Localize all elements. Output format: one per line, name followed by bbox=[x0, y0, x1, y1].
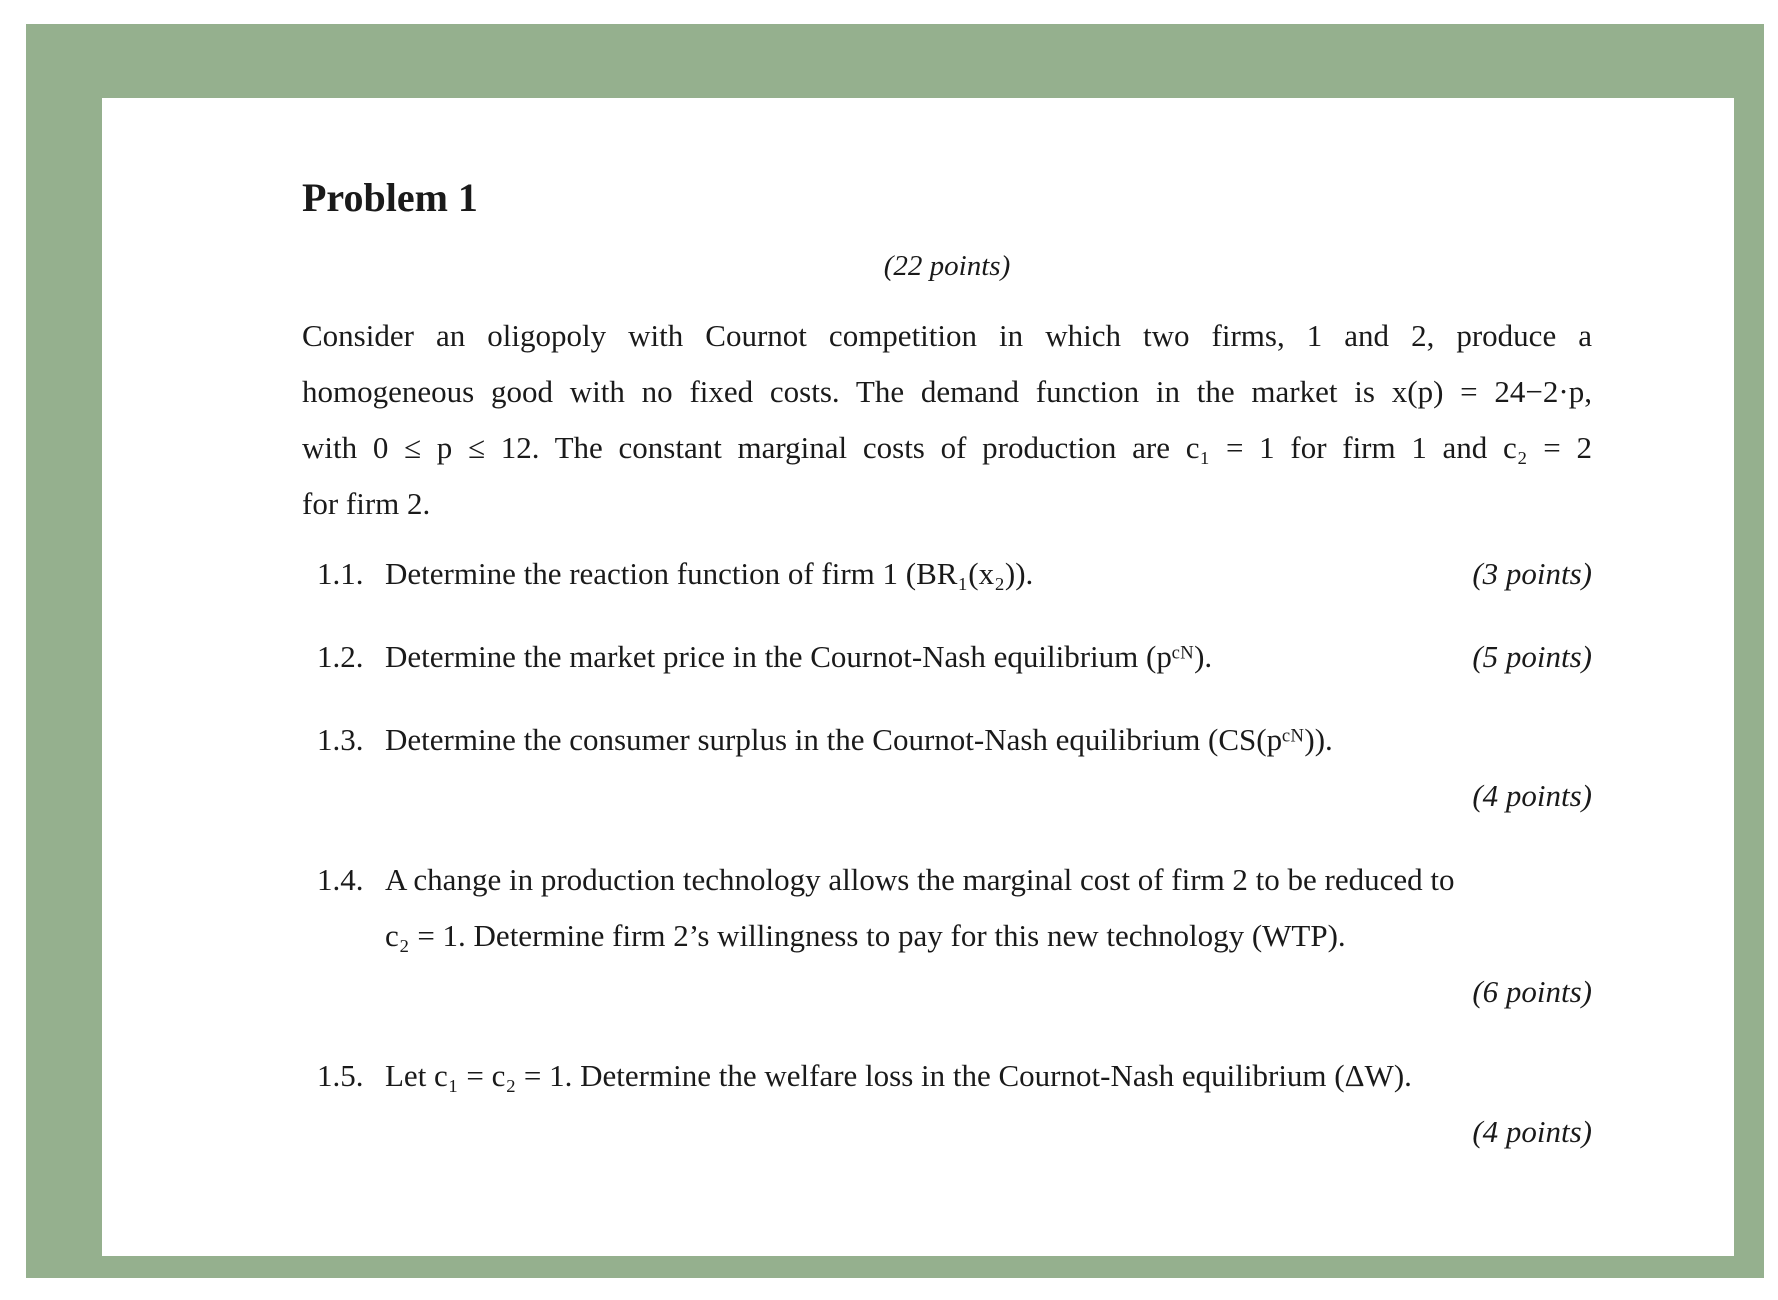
question-number: 1.4. bbox=[317, 862, 364, 897]
question-points: (6 points) bbox=[1472, 974, 1592, 1009]
question-text: A change in production technology allows the marginal cost of firm 2 to be reduced to bbox=[385, 862, 1455, 897]
question-text: Determine the reaction function of firm 1 (BR₁(x₂)). bbox=[385, 556, 1034, 591]
question-points: (3 points) bbox=[1472, 556, 1592, 591]
question-text: c₂ = 1. Determine firm 2’s willingness to pay for this new technology (WTP). bbox=[385, 918, 1346, 953]
intro-line: with 0 ≤ p ≤ 12. The constant marginal costs of production are c₁ = 1 for firm 1 and c₂ = 2 bbox=[302, 430, 1592, 465]
question-text: Let c₁ = c₂ = 1. Determine the welfare loss in the Cournot-Nash equilibrium (ΔW). bbox=[385, 1058, 1412, 1093]
document-page bbox=[102, 98, 1734, 1256]
question-1-1 bbox=[317, 546, 1592, 602]
question-text: Determine the market price in the Cournot-Nash equilibrium (pᶜᴺ). bbox=[385, 639, 1213, 674]
question-1-4 bbox=[317, 852, 1592, 1020]
question-1-5 bbox=[317, 1048, 1592, 1160]
problem-content bbox=[302, 98, 1592, 1256]
intro-line: homogeneous good with no fixed costs. The demand function in the market is x(p) = 24−2·p, bbox=[302, 374, 1592, 409]
problem-title: Problem 1 bbox=[302, 175, 478, 220]
question-text: Determine the consumer surplus in the Cournot-Nash equilibrium (CS(pᶜᴺ)). bbox=[385, 722, 1333, 757]
question-1-2 bbox=[317, 629, 1592, 685]
total-points: (22 points) bbox=[883, 250, 1011, 282]
question-number: 1.2. bbox=[317, 639, 364, 674]
question-points: (4 points) bbox=[1472, 778, 1592, 813]
intro-line: Consider an oligopoly with Cournot competition in which two firms, 1 and 2, produce a bbox=[302, 318, 1592, 353]
question-number: 1.1. bbox=[317, 556, 364, 591]
question-number: 1.3. bbox=[317, 722, 364, 757]
question-points: (5 points) bbox=[1472, 639, 1592, 674]
question-points: (4 points) bbox=[1472, 1114, 1592, 1149]
question-1-3 bbox=[317, 712, 1592, 824]
green-border-frame bbox=[26, 24, 1764, 1278]
question-number: 1.5. bbox=[317, 1058, 364, 1093]
problem-intro bbox=[302, 308, 1592, 532]
intro-line: for firm 2. bbox=[302, 486, 431, 521]
